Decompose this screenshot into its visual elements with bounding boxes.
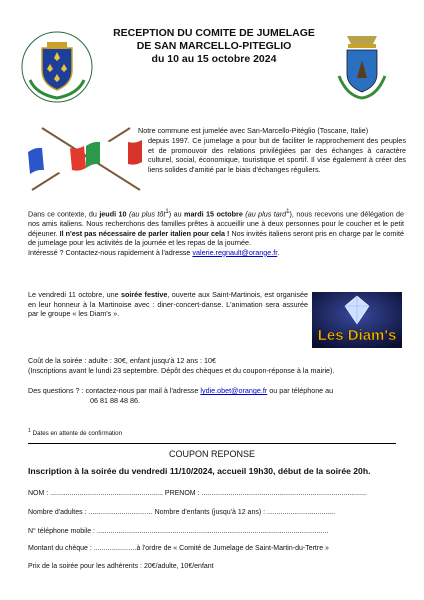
cheque-field[interactable]: Montant du chèque : ......................à l'ordre de « Comité de Jumelage de Saint-Martin-du-Tertre » — [28, 545, 329, 552]
san-marcello-crest-logo — [333, 30, 391, 104]
les-diams-logo — [312, 292, 402, 348]
context-text-3: ), nous recevons une délégation de nos amis italiens. Nous recherchons des familles prêtes à accueillir une à deux personnes pour le coucher et le petit déjeuner. — [28, 209, 405, 238]
contact-text: Intéressé ? Contactez-nous rapidement à l'adresse — [28, 247, 193, 257]
les-diams-logo-text: Les Diam's — [317, 327, 397, 344]
questions-email-link[interactable]: lydie.obet@orange.fr — [200, 386, 268, 395]
questions-phone: 06 81 88 48 86. — [90, 395, 140, 405]
cost-line: Coût de la soirée : adulte : 30€, enfant jusqu'à 12 ans : 10€ — [28, 356, 216, 365]
soiree-paragraph — [28, 290, 308, 319]
questions-text-1: contactez-nous par mail à l'adresse — [85, 386, 201, 395]
context-text-4: Nos invités italiens seront pris en charge par le comité de jumelage pour les activités de la journée et les repas de la journée. — [28, 228, 404, 248]
questions-label: Des questions ? : — [28, 386, 86, 395]
italian-not-required-text: Il n'est pas nécessaire de parler italien pour cela ! — [59, 228, 230, 238]
title-line-1: RECEPTION DU COMITE DE JUMELAGE — [113, 27, 315, 39]
intro-paragraph: depuis 1997. Ce jumelage a pour but de faciliter le rapprochement des peuples et de promouvoir des relations privilégiées par des échanges à caractère culturel, social, économique, touristique et sportif. Il vise également à créer des liens solides d'amitié par le biais d'échanges réguliers. — [148, 136, 406, 174]
soiree-text-2: , ouverte aux Saint-Martinois, est organisée en leur honneur à la Martinoise avec : diner-concert-danse. L'animation sera assurée par le groupe « les Diam's ». — [28, 290, 308, 319]
france-italy-flags-image — [22, 124, 150, 194]
contact-email-link[interactable]: valerie.regnault@orange.fr — [192, 247, 278, 257]
footnote-number: 1 — [28, 428, 31, 434]
footnote-ref: 1 — [286, 209, 290, 215]
coupon-divider — [28, 443, 396, 444]
questions-info — [28, 386, 404, 405]
context-text-1: Dans ce contexte, du — [28, 209, 100, 219]
questions-text-2: ou par téléphone au — [267, 386, 334, 395]
adultes-enfants-field[interactable]: Nombre d'adultes : ................................. Nombre d'enfants (jusqu'à 12 ans) : ................................... — [28, 509, 336, 516]
footnote-text: Dates en attente de confirmation — [30, 430, 123, 438]
title-line-2: DE SAN MARCELLO-PITEGLIO — [136, 40, 292, 52]
prix-adherents-text: Prix de la soirée pour les adhérents : 20€/adulte, 10€/enfant — [28, 563, 214, 570]
context-text-2: ) au — [168, 209, 185, 219]
page-title — [100, 27, 328, 66]
footnote — [28, 428, 122, 437]
intro-first-line: Notre commune est jumelée avec San-Marcello-Pitéglio (Toscane, Italie) — [138, 126, 369, 135]
coupon-subtitle: Inscription à la soirée du vendredi 11/10/2024, accueil 19h30, début de la soirée 20h. — [28, 466, 371, 476]
saint-martin-crest-logo — [20, 30, 94, 104]
arrival-note: (au plus tôt — [126, 209, 166, 219]
departure-date: mardi 15 octobre — [184, 209, 243, 219]
telephone-field[interactable]: N° téléphone mobile : ....................................................................................................................... — [28, 528, 329, 535]
title-line-3: du 10 au 15 octobre 2024 — [151, 53, 277, 65]
contact-dot: . — [277, 247, 280, 257]
context-paragraph — [28, 208, 404, 257]
footnote-ref: 1 — [165, 209, 169, 215]
registration-line: (Inscriptions avant le lundi 23 septembre. Dépôt des chèques et du coupon-réponse à la mairie). — [28, 365, 335, 375]
coupon-title: COUPON REPONSE — [168, 449, 255, 459]
departure-note: (au plus tard — [242, 209, 287, 219]
arrival-date: jeudi 10 — [99, 209, 127, 219]
cost-info — [28, 356, 404, 375]
soiree-text-1: Le vendredi 11 octobre, une — [28, 290, 121, 299]
soiree-festive-text: soirée festive — [120, 290, 168, 299]
nom-prenom-field[interactable]: NOM : .......................................................... PRENOM : ..................................................................................... — [28, 490, 367, 497]
